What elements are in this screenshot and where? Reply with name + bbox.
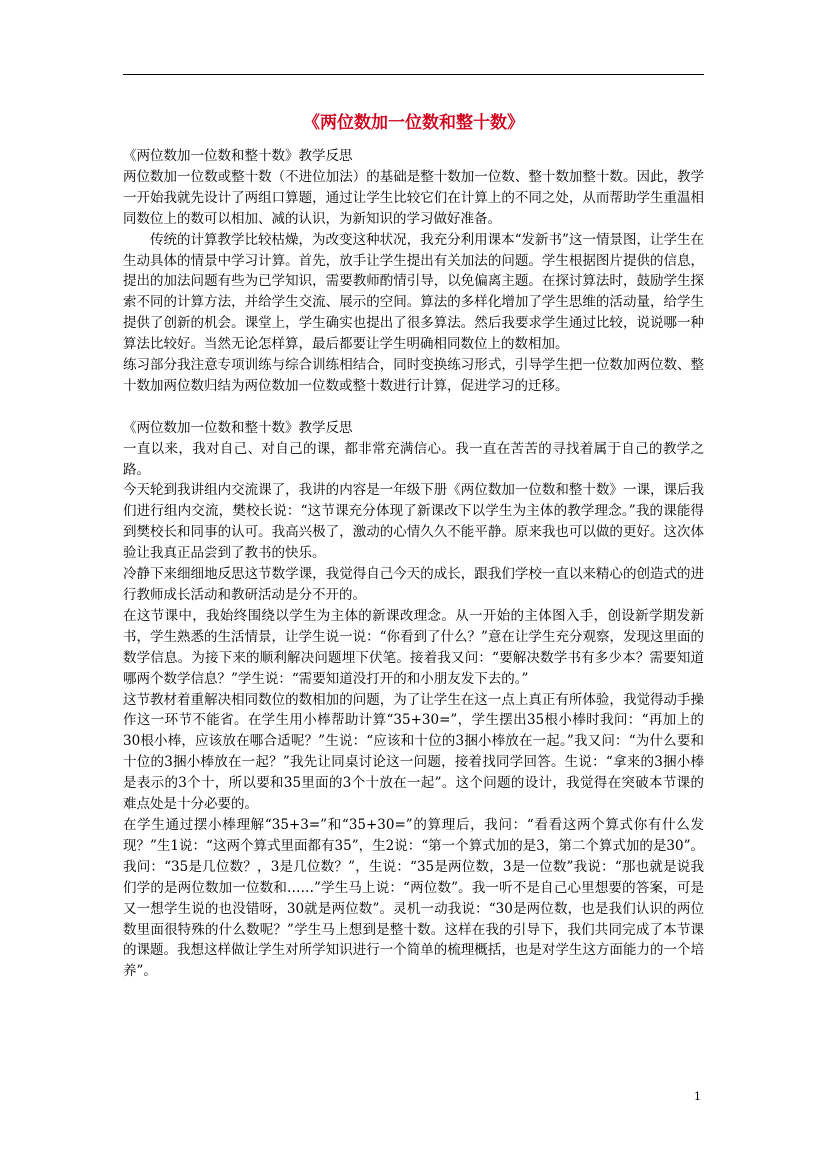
section2-paragraph-6: 在学生通过摆小棒理解“35+3=”和“35+30=”的算理后，我问：“看看这两个算式你有什么发现？”生1说：“这两个算式里面都有35”，生2说：“第一个算式加的是3，第二个算式加的是30”。我问：“35是几位数？，3是几位数？”，生说：“35是两位数，3是一位数”我说：“那也就是说我们学的是两位数加一位数和……”学生马上说：“两位数”。我一听不是自己心里想要的答案，可是又一想学生说的也没错呀，30就是两位数”。灵机一动我说：“30是两位数，也是我们认识的两位数里面很特殊的什么数呢？”学生马上想到是整十数。这样在我的引导下，我们共同完成了本节课的课题。我想这样做让学生对所学知识进行一个简单的梳理概括，也是对学生这方面能力的一个培养”。 bbox=[123, 816, 704, 980]
section2-paragraph-3: 冷静下来细细地反思这节数学课，我觉得自己今天的成长，跟我们学校一直以来精心的创造式的进行教师成长活动和教研活动是分不开的。 bbox=[123, 566, 704, 604]
section1-paragraph-2: 传统的计算教学比较枯燥，为改变这种状况，我充分利用课本“发新书”这一情景图，让学生在生动具体的情景中学习计算。首先，放手让学生提出有关加法的问题。学生根据图片提供的信息，提出的加法问题有些为已学知识，需要教师酌情引导，以免偏离主题。在探讨算法时，鼓励学生探索不同的计算方法，并给学生交流、展示的空间。算法的多样化增加了学生思维的活动量，给学生提供了创新的机会。课堂上，学生确实也提出了很多算法。然后我要求学生通过比较，说说哪一种算法比较好。当然无论怎样算，最后都要让学生明确相同数位上的数相加。 bbox=[123, 231, 704, 353]
header-rule bbox=[123, 74, 704, 75]
section2-heading: 《两位数加一位数和整十数》教学反思 bbox=[123, 419, 353, 436]
section2-paragraph-4: 在这节课中，我始终围绕以学生为主体的新课改理念。从一开始的主体图入手，创设新学期发新书，学生熟悉的生活情景，让学生说一说：“你看到了什么？”意在让学生充分观察，发现这里面的数学信息。为接下来的顺利解决问题埋下伏笔。接着我又问：“要解决数学书有多少本？需要知道哪两个数学信息？”学生说：“需要知道没打开的和小朋友发下去的。” bbox=[123, 607, 704, 687]
document-body bbox=[123, 146, 704, 982]
section-gap bbox=[123, 397, 704, 418]
section2-paragraph-2: 今天轮到我讲组内交流课了，我讲的内容是一年级下册《两位数加一位数和整十数》一课，课后我们进行组内交流，樊校长说：“这节课充分体现了新课改下以学生为主体的教学理念。”我的课能得到樊校长和同事的认可。我高兴极了，激动的心情久久不能平静。原来我也可以做的更好。这次体验让我真正品尝到了教书的快乐。 bbox=[123, 482, 704, 562]
section2-paragraph-1: 一直以来，我对自己、对自己的课，都非常充满信心。我一直在苦苦的寻找着属于自己的教学之路。 bbox=[123, 440, 704, 478]
section1-heading: 《两位数加一位数和整十数》教学反思 bbox=[123, 148, 353, 164]
page-number: 1 bbox=[694, 1090, 701, 1103]
section1-paragraph-3: 练习部分我注意专项训练与综合训练相结合，同时变换练习形式，引导学生把一位数加两位数、整十数加两位数归结为两位数加一位数或整十数进行计算，促进学习的迁移。 bbox=[123, 357, 704, 394]
document-title: 《两位数加一位数和整十数》 bbox=[303, 113, 524, 133]
section2-paragraph-5: 这节教材着重解决相同数位的数相加的问题，为了让学生在这一点上真正有所体验，我觉得动手操作这一环节不能省。在学生用小棒帮助计算“35+30=”，学生摆出35根小棒时我问：“再加上的30根小棒，应该放在哪合适呢？”生说：“应该和十位的3捆小棒放在一起。”我又问：“为什么要和十位的3捆小棒放在一起？”我先让同桌讨论这一问题，接着找同学回答。生说：“拿来的3捆小棒是表示的3个十，所以要和35里面的3个十放在一起”。这个问题的设计，我觉得在突破本节课的难点处是十分必要的。 bbox=[123, 691, 704, 813]
section1-paragraph-1: 两位数加一位数或整十数（不进位加法）的基础是整十数加一位数、整十数加整十数。因此，教学一开始我就先设计了两组口算题，通过让学生比较它们在计算上的不同之处，从而帮助学生重温相同数位上的数可以相加、减的认识，为新知识的学习做好准备。 bbox=[123, 168, 704, 227]
